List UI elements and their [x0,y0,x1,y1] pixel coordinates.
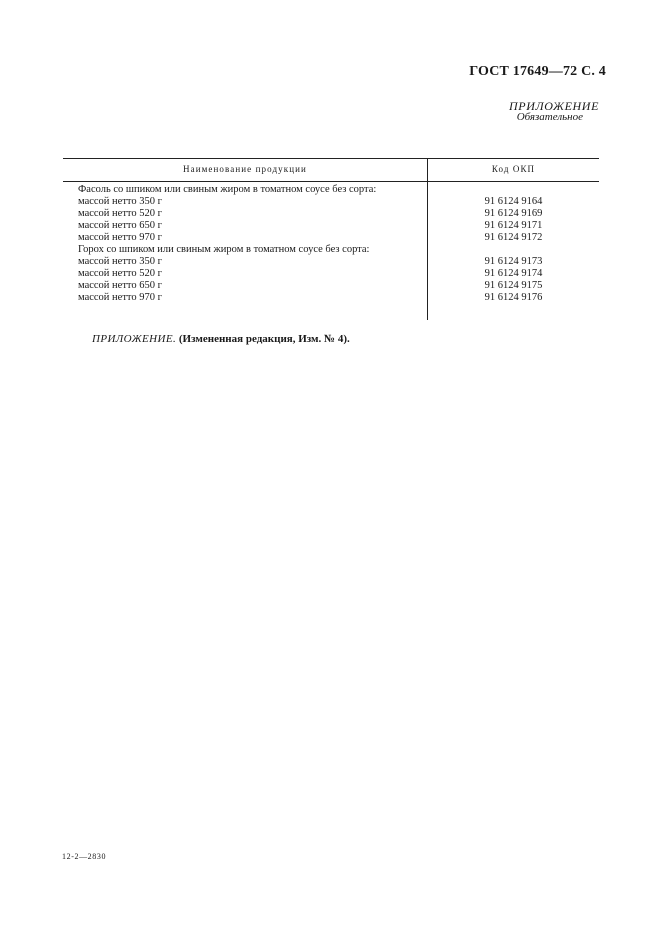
product-name: массой нетто 350 г [78,196,162,207]
okp-code: 91 6124 9174 [484,268,543,279]
print-code: 12-2—2830 [62,852,107,861]
product-code-table [63,158,599,320]
table-top-rule [63,158,599,159]
table-row [63,184,599,196]
table-row [63,196,599,208]
product-name: Горох со шпиком или свиным жиром в томатном соусе без сорта: [78,244,370,255]
revision-note-text: (Измененная редакция, Изм. № 4). [178,333,350,345]
okp-code: 91 6124 9169 [484,208,543,219]
okp-code: 91 6124 9173 [484,256,543,267]
table-row [63,220,599,232]
product-name: массой нетто 520 г [78,208,162,219]
product-name: массой нетто 970 г [78,232,162,243]
column-header-name: Наименование продукции [183,164,307,174]
table-row [63,232,599,244]
product-name: массой нетто 650 г [78,280,162,291]
table-row [63,280,599,292]
product-name: Фасоль со шпиком или свиным жиром в томатном соусе без сорта: [78,184,377,195]
product-name: массой нетто 970 г [78,292,162,303]
appendix-title: ПРИЛОЖЕНИЕ [509,99,599,113]
okp-code: 91 6124 9171 [484,220,543,231]
product-name: массой нетто 650 г [78,220,162,231]
table-header-rule [63,181,599,182]
appendix-subtitle: Обязательное [516,111,583,123]
okp-code: 91 6124 9175 [484,280,543,291]
table-row [63,292,599,304]
table-row [63,244,599,256]
table-row [63,256,599,268]
table-row [63,208,599,220]
table-body [63,184,599,304]
product-name: массой нетто 520 г [78,268,162,279]
column-header-code: Код ОКП [491,164,536,174]
revision-note [92,333,350,345]
page-header: ГОСТ 17649—72 С. 4 [469,64,606,79]
okp-code: 91 6124 9164 [484,196,543,207]
table-row [63,268,599,280]
okp-code: 91 6124 9172 [484,232,543,243]
revision-note-label: ПРИЛОЖЕНИЕ. [92,333,177,345]
product-name: массой нетто 350 г [78,256,162,267]
okp-code: 91 6124 9176 [484,292,543,303]
